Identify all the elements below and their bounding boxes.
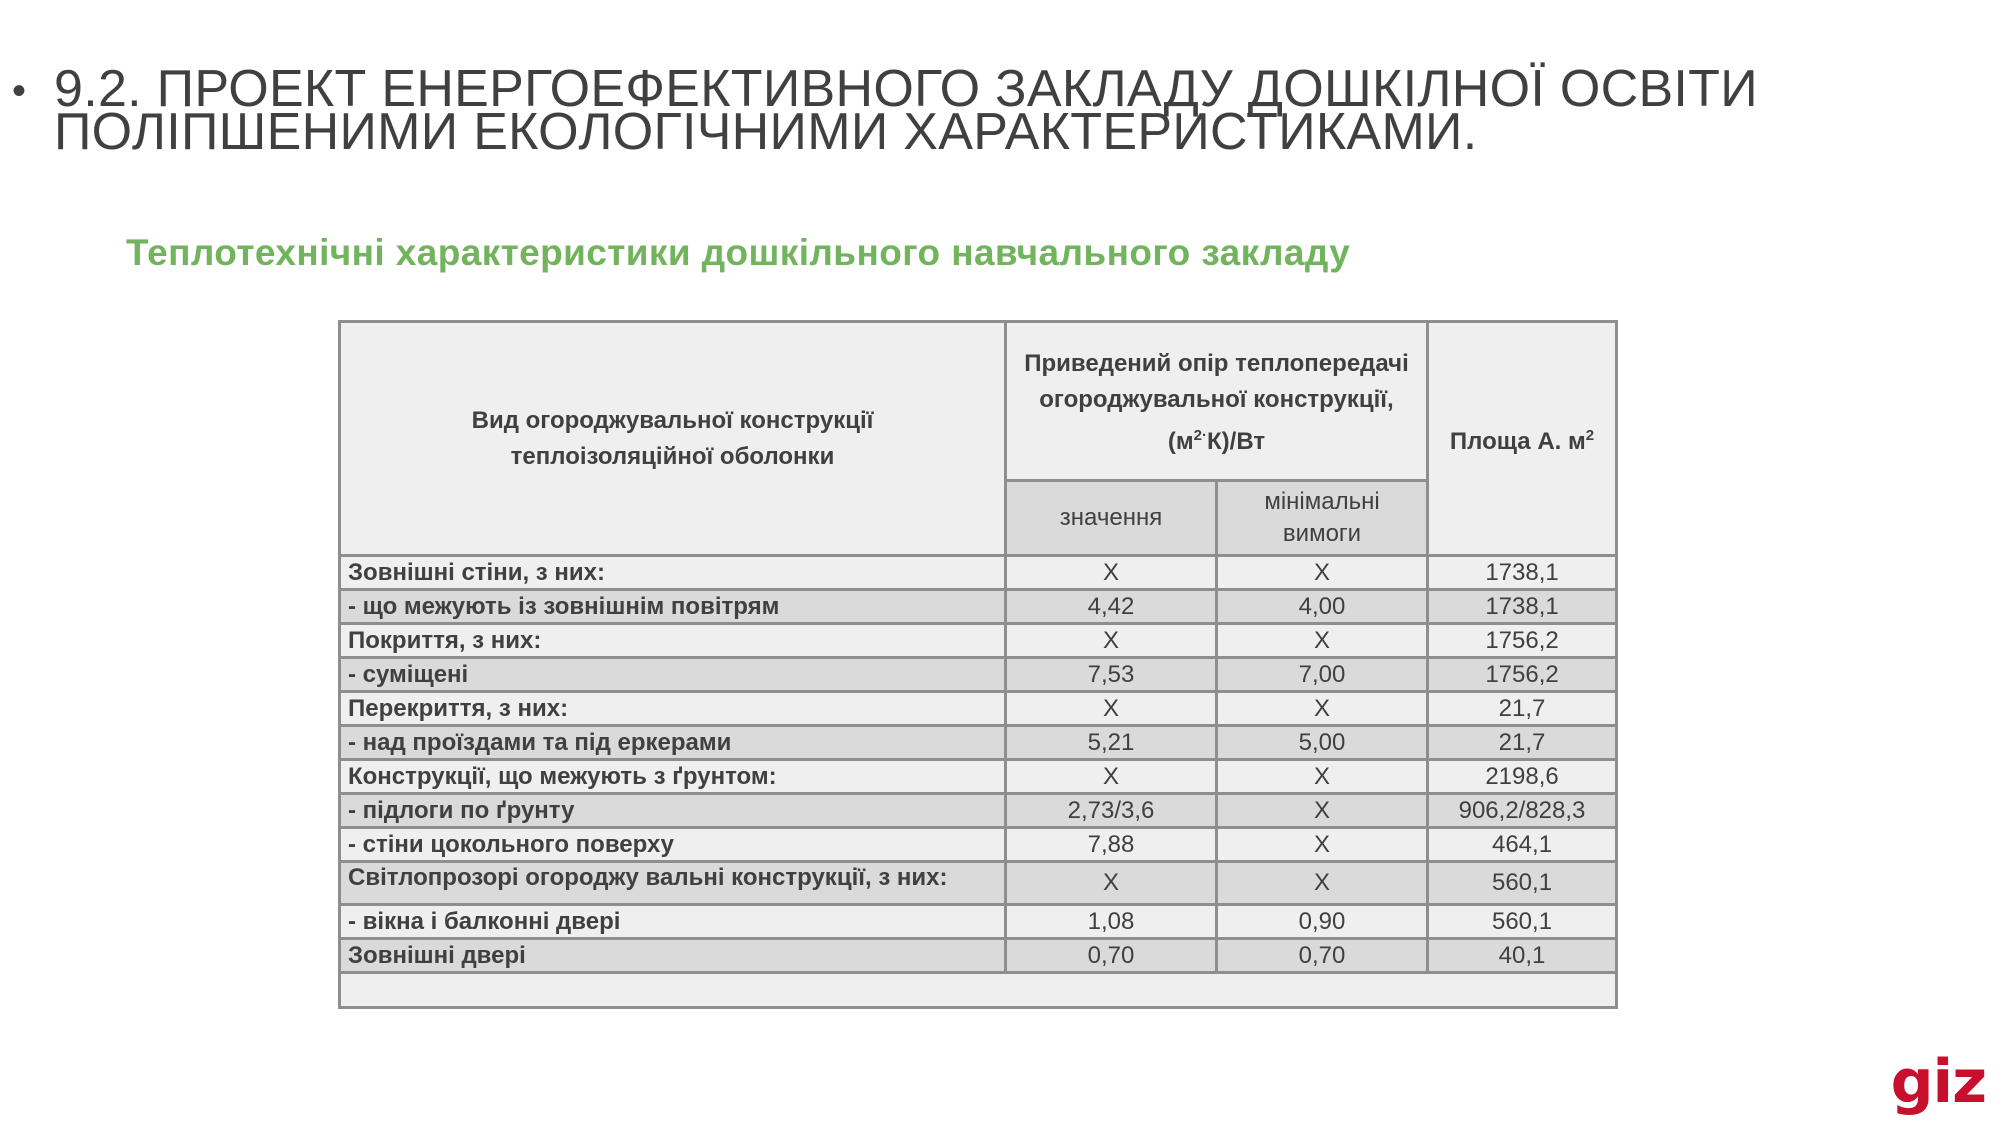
row-min: X <box>1217 624 1428 658</box>
row-area: 906,2/828,3 <box>1428 794 1617 828</box>
row-min: X <box>1217 692 1428 726</box>
header-area <box>1428 322 1617 556</box>
table-row <box>340 726 1617 760</box>
table-row <box>340 828 1617 862</box>
subheader-min-text: мінімальні вимоги <box>1264 488 1380 547</box>
slide-title <box>12 60 1912 161</box>
row-area: 1738,1 <box>1428 590 1617 624</box>
header-resistance-text: Приведений опір теплопередачі огороджувальної конструкції, <box>1024 350 1409 413</box>
row-area: 21,7 <box>1428 726 1617 760</box>
row-label: - підлоги по ґрунту <box>340 794 1006 828</box>
row-label: - суміщені <box>340 658 1006 692</box>
row-area: 560,1 <box>1428 905 1617 939</box>
row-min: 4,00 <box>1217 590 1428 624</box>
row-value: 7,88 <box>1006 828 1217 862</box>
row-label: - вікна і балконні двері <box>340 905 1006 939</box>
row-min: X <box>1217 828 1428 862</box>
row-label: Перекриття, з них: <box>340 692 1006 726</box>
unit-part-2: К)/Вт <box>1207 428 1266 455</box>
header-construction-type <box>340 322 1006 556</box>
row-value: 2,73/3,6 <box>1006 794 1217 828</box>
row-label: Конструкції, що межують з ґрунтом: <box>340 760 1006 794</box>
row-area: 1756,2 <box>1428 658 1617 692</box>
row-value: X <box>1006 692 1217 726</box>
table-row <box>340 794 1617 828</box>
row-min: X <box>1217 862 1428 905</box>
table-row <box>340 624 1617 658</box>
row-value: 1,08 <box>1006 905 1217 939</box>
row-label: Світлопрозорі огороджу вальні конструкції, з них: <box>340 862 1006 905</box>
title-line-2: ПОЛІПШЕНИМИ ЕКОЛОГІЧНИМИ ХАРАКТЕРИСТИКАМИ. <box>54 103 1478 161</box>
row-min: X <box>1217 556 1428 590</box>
table-row <box>340 658 1617 692</box>
unit-part-1: (м <box>1167 428 1194 455</box>
thermal-characteristics-table <box>338 320 1618 1009</box>
row-area: 560,1 <box>1428 862 1617 905</box>
header-resistance <box>1006 322 1428 481</box>
bullet-icon: • <box>12 69 27 113</box>
row-area: 1738,1 <box>1428 556 1617 590</box>
table-row <box>340 862 1617 905</box>
row-area: 21,7 <box>1428 692 1617 726</box>
row-area: 40,1 <box>1428 939 1617 973</box>
giz-logo: giz <box>1890 1047 1986 1117</box>
row-value: X <box>1006 862 1217 905</box>
subheader-value: значення <box>1006 481 1217 556</box>
table-subtitle: Теплотехнічні характеристики дошкільного навчального закладу <box>126 232 1351 273</box>
header-area-sup: 2 <box>1585 426 1595 444</box>
row-label: - стіни цокольного поверху <box>340 828 1006 862</box>
header-construction-type-text: Вид огороджувальної конструкції теплоізоляційної оболонки <box>471 406 874 470</box>
row-value: X <box>1006 624 1217 658</box>
row-value: 7,53 <box>1006 658 1217 692</box>
row-label: Покриття, з них: <box>340 624 1006 658</box>
row-value: X <box>1006 760 1217 794</box>
row-value: 4,42 <box>1006 590 1217 624</box>
row-area: 2198,6 <box>1428 760 1617 794</box>
row-value: X <box>1006 556 1217 590</box>
table-empty-row <box>340 973 1617 1008</box>
row-label: Зовнішні двері <box>340 939 1006 973</box>
subheader-min-requirements <box>1217 481 1428 556</box>
header-area-text: Площа А. м <box>1449 427 1586 455</box>
row-value: 5,21 <box>1006 726 1217 760</box>
table-row <box>340 939 1617 973</box>
row-min: 5,00 <box>1217 726 1428 760</box>
table-row <box>340 590 1617 624</box>
table-row <box>340 692 1617 726</box>
row-min: 7,00 <box>1217 658 1428 692</box>
row-min: 0,70 <box>1217 939 1428 973</box>
row-label: - над проїздами та під еркерами <box>340 726 1006 760</box>
unit-sup: 2· <box>1193 427 1208 444</box>
row-min: 0,90 <box>1217 905 1428 939</box>
empty-cell <box>340 973 1617 1008</box>
row-min: X <box>1217 794 1428 828</box>
row-area: 464,1 <box>1428 828 1617 862</box>
title-line-1: 9.2. ПРОЕКТ ЕНЕРГОЕФЕКТИВНОГО ЗАКЛАДУ ДОШКІЛНОЇ ОСВІТИ <box>54 60 1758 118</box>
row-min: X <box>1217 760 1428 794</box>
row-label: Зовнішні стіни, з них: <box>340 556 1006 590</box>
row-value: 0,70 <box>1006 939 1217 973</box>
table-row <box>340 760 1617 794</box>
row-label: - що межують із зовнішнім повітрям <box>340 590 1006 624</box>
row-area: 1756,2 <box>1428 624 1617 658</box>
table-row <box>340 556 1617 590</box>
header-resistance-unit <box>1168 428 1265 455</box>
table-row <box>340 905 1617 939</box>
